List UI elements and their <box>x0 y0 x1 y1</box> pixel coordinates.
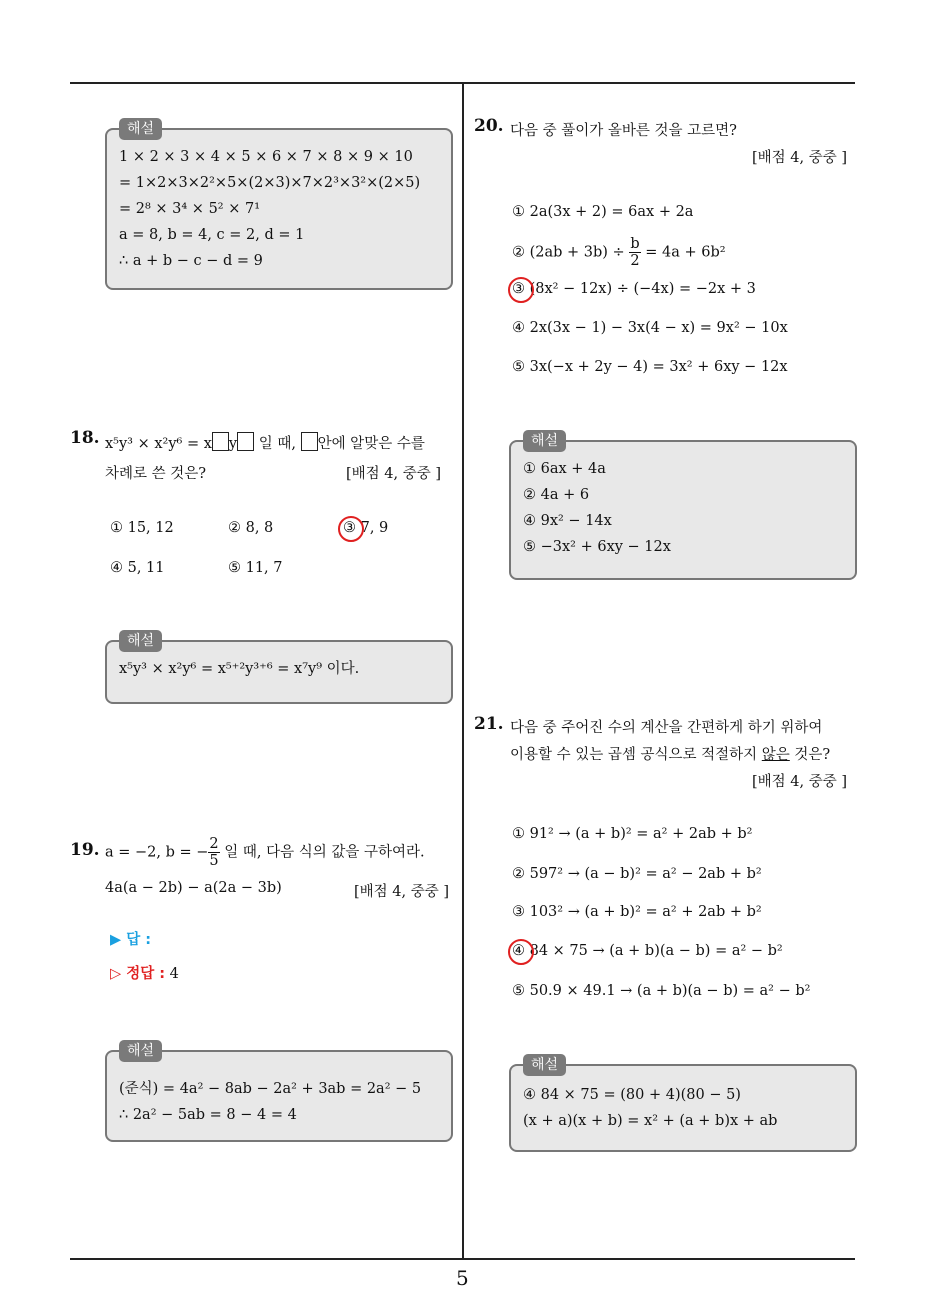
q18-stem-part: 일 때, <box>254 436 301 452</box>
q21-stem-emphasis: 않은 <box>761 747 790 763</box>
q17-solution-box <box>105 121 453 290</box>
q20-option-1[interactable]: ① 2a(3x + 2) = 6ax + 2a <box>512 204 694 220</box>
solution-tag: 해설 <box>119 1040 162 1062</box>
q18-solution-box <box>105 633 453 704</box>
option-part: ② (2ab + 3b) ÷ <box>512 244 630 261</box>
q18-option-2[interactable]: ② 8, 8 <box>228 520 274 536</box>
correct-value: 4 <box>169 966 179 982</box>
correct-answer-circle <box>508 939 534 965</box>
q19-stem-part: a = −2, b = − <box>105 844 209 861</box>
solution-tag: 해설 <box>523 430 566 452</box>
bottom-rule <box>70 1258 855 1260</box>
correct-label: ▷ 정답 : <box>110 966 166 982</box>
q18-number: 18. <box>70 428 100 448</box>
q19-number: 19. <box>70 840 100 860</box>
q18-stem <box>105 432 425 453</box>
q21-number: 21. <box>474 714 504 734</box>
q20-points: [배점 4, 중중 ] <box>752 150 848 166</box>
q21-stem-part: 이용할 수 있는 곱셈 공식으로 적절하지 <box>510 747 762 763</box>
answer-blank <box>237 432 254 451</box>
q20-option-5[interactable]: ⑤ 3x(−x + 2y − 4) = 3x² + 6xy − 12x <box>512 359 788 375</box>
q20-solution-box <box>509 433 857 580</box>
solution-line: = 2⁸ × 3⁴ × 5² × 7¹ <box>119 201 261 217</box>
q20-option-2[interactable] <box>512 236 726 269</box>
q20-option-4[interactable]: ④ 2x(3x − 1) − 3x(4 − x) = 9x² − 10x <box>512 320 788 336</box>
q20-stem: 다음 중 풀이가 올바른 것을 고르면? <box>510 123 737 139</box>
q18-stem-line2: 차례로 쓴 것은? <box>105 466 207 482</box>
q21-points: [배점 4, 중중 ] <box>752 774 848 790</box>
fraction-denominator: 5 <box>209 853 219 869</box>
solution-line: ④ 9x² − 14x <box>523 513 612 529</box>
solution-line: ∴ a + b − c − d = 9 <box>119 253 263 269</box>
solution-line: a = 8, b = 4, c = 2, d = 1 <box>119 227 305 243</box>
solution-line: (x + a)(x + b) = x² + (a + b)x + ab <box>523 1113 778 1129</box>
q18-stem-part: 안에 알맞은 수를 <box>317 436 425 452</box>
solution-tag: 해설 <box>523 1054 566 1076</box>
correct-answer-circle <box>508 277 534 303</box>
solution-line: ∴ 2a² − 5ab = 8 − 4 = 4 <box>119 1107 297 1123</box>
q19-stem-part: 일 때, 다음 식의 값을 구하여라. <box>219 844 425 861</box>
q18-option-5[interactable]: ⑤ 11, 7 <box>228 560 283 576</box>
q18-option-3[interactable]: ③ 7, 9 <box>343 520 389 536</box>
solution-line: x⁵y³ × x²y⁶ = x⁵⁺²y³⁺⁶ = x⁷y⁹ 이다. <box>119 661 360 677</box>
q20-number: 20. <box>474 116 504 136</box>
q19-expression: 4a(a − 2b) − a(2a − 3b) <box>105 880 282 896</box>
solution-line: (준식) = 4a² − 8ab − 2a² + 3ab = 2a² − 5 <box>119 1081 422 1097</box>
q21-option-2[interactable]: ② 597² → (a − b)² = a² − 2ab + b² <box>512 866 762 882</box>
q20-option-3[interactable]: ③ (8x² − 12x) ÷ (−4x) = −2x + 3 <box>512 281 756 297</box>
q18-points: [배점 4, 중중 ] <box>346 466 442 482</box>
solution-line: ① 6ax + 4a <box>523 461 606 477</box>
solution-tag: 해설 <box>119 118 162 140</box>
q19-answer-label: ▶ 답 : <box>110 932 152 948</box>
column-divider <box>462 84 464 1260</box>
q19-stem <box>105 836 425 869</box>
q21-option-4[interactable]: ④ 84 × 75 → (a + b)(a − b) = a² − b² <box>512 943 783 959</box>
q21-solution-box <box>509 1057 857 1152</box>
solution-tag: 해설 <box>119 630 162 652</box>
fraction-numerator: b <box>630 236 640 252</box>
fraction-numerator: 2 <box>209 836 219 852</box>
answer-blank <box>301 432 318 451</box>
q21-stem-line2 <box>510 743 830 764</box>
fraction <box>629 236 640 269</box>
solution-line: ④ 84 × 75 = (80 + 4)(80 − 5) <box>523 1087 741 1103</box>
solution-line: = 1×2×3×2²×5×(2×3)×7×2³×3²×(2×5) <box>119 175 421 191</box>
solution-line: ⑤ −3x² + 6xy − 12x <box>523 539 671 555</box>
q18-stem-part: x⁵y³ × x²y⁶ = x <box>105 436 212 452</box>
q21-option-5[interactable]: ⑤ 50.9 × 49.1 → (a + b)(a − b) = a² − b² <box>512 983 811 999</box>
correct-answer-circle <box>338 516 364 542</box>
fraction-denominator: 2 <box>630 253 640 269</box>
q21-stem-line1: 다음 중 주어진 수의 계산을 간편하게 하기 위하여 <box>510 720 823 736</box>
page-number: 5 <box>456 1266 469 1290</box>
fraction <box>208 836 219 869</box>
q21-stem-part: 것은? <box>789 747 831 763</box>
q19-points: [배점 4, 중중 ] <box>354 884 450 900</box>
q18-option-1[interactable]: ① 15, 12 <box>110 520 174 536</box>
answer-blank <box>212 432 229 451</box>
q21-option-3[interactable]: ③ 103² → (a + b)² = a² + 2ab + b² <box>512 904 762 920</box>
q18-option-4[interactable]: ④ 5, 11 <box>110 560 165 576</box>
option-part: = 4a + 6b² <box>640 244 726 261</box>
q18-stem-part: y <box>228 436 238 452</box>
solution-line: 1 × 2 × 3 × 4 × 5 × 6 × 7 × 8 × 9 × 10 <box>119 149 413 165</box>
solution-line: ② 4a + 6 <box>523 487 590 503</box>
q19-correct-answer <box>110 962 179 983</box>
q21-option-1[interactable]: ① 91² → (a + b)² = a² + 2ab + b² <box>512 826 753 842</box>
q19-solution-box <box>105 1043 453 1142</box>
